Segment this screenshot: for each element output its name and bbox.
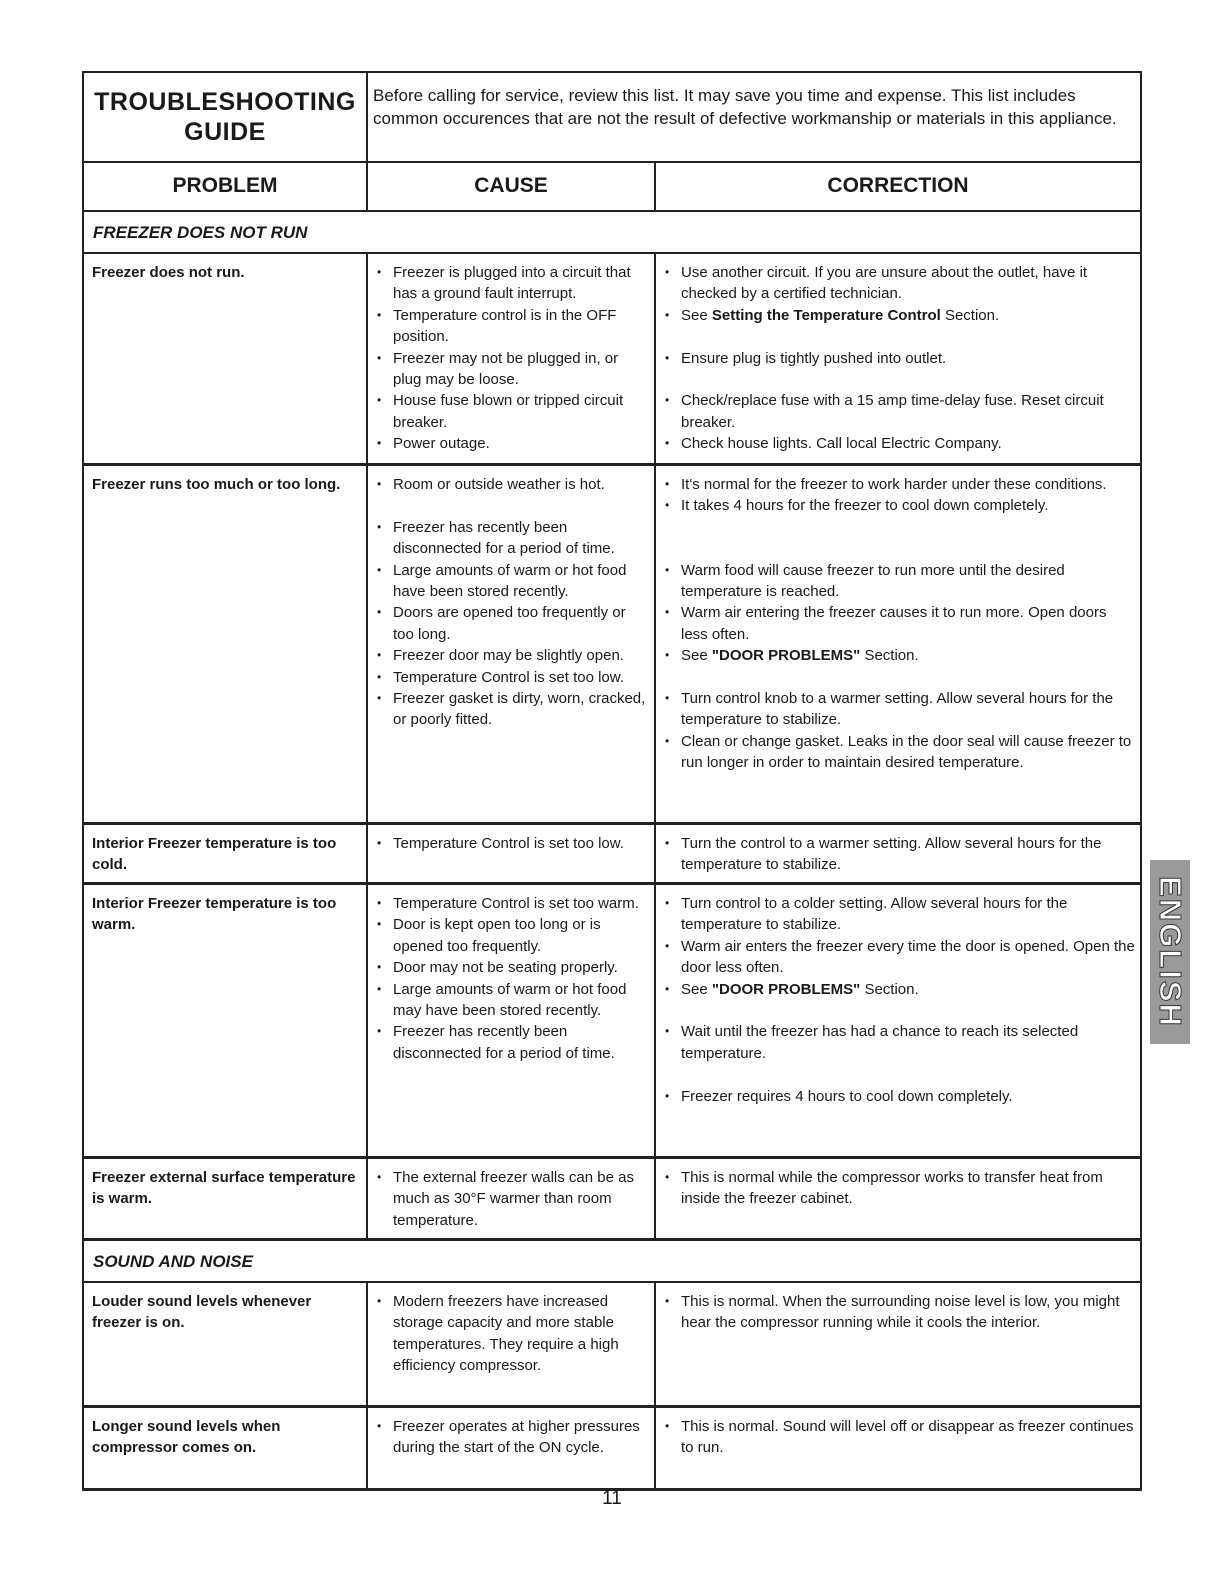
cause-cell	[368, 885, 656, 1156]
list-item: • Doors are opened too frequently or too long.	[374, 602, 650, 645]
list-item: • Door may not be seating properly.	[374, 957, 650, 978]
correction-cell	[656, 885, 1140, 1156]
section-freezer-does-not-run: FREEZER DOES NOT RUN	[82, 212, 1142, 254]
problem-cell: Freezer does not run.	[84, 254, 368, 463]
language-tab-label: ENGLISH	[1153, 876, 1188, 1028]
list-item: • This is normal. When the surrounding noise level is low, you might hear the compressor running while it cools the interior.	[662, 1291, 1136, 1334]
page-number: 11	[602, 1488, 622, 1509]
list-item: • Temperature Control is set too low.	[374, 833, 650, 854]
correction-cell	[656, 1159, 1140, 1238]
list-item: • Check house lights. Call local Electric Company.	[662, 433, 1136, 454]
list-item: • This is normal while the compressor works to transfer heat from inside the freezer cabinet.	[662, 1167, 1136, 1210]
list-item: • It's normal for the freezer to work harder under these conditions.	[662, 474, 1136, 495]
correction-cell	[656, 1408, 1140, 1488]
list-item: • Freezer is plugged into a circuit that has a ground fault interrupt.	[374, 262, 650, 305]
list-item: • Freezer door may be slightly open.	[374, 645, 650, 666]
intro-text: Before calling for service, review this list. It may save you time and expense. This list includes common occurences that are not the result of defective workmanship or materials in this appliance.	[373, 86, 1117, 128]
list-item: • Room or outside weather is hot.	[374, 474, 650, 495]
title-line-2: GUIDE	[184, 118, 266, 146]
list-item: • House fuse blown or tripped circuit breaker.	[374, 390, 650, 433]
problem-cell: Freezer external surface temperature is warm.	[84, 1159, 368, 1238]
cause-cell	[368, 1283, 656, 1405]
table-row	[82, 825, 1142, 885]
troubleshooting-table	[82, 71, 1142, 1491]
column-header-correction: CORRECTION	[827, 174, 969, 197]
guide-header	[82, 71, 1142, 163]
list-item: • See "DOOR PROBLEMS" Section.	[662, 979, 1136, 1000]
list-item: • Temperature Control is set too warm.	[374, 893, 650, 914]
list-item: • Wait until the freezer has had a chance to reach its selected temperature.	[662, 1021, 1136, 1064]
list-item: • Clean or change gasket. Leaks in the door seal will cause freezer to run longer in order to maintain desired temperature.	[662, 731, 1136, 774]
column-headers	[82, 163, 1142, 212]
guide-title	[84, 73, 368, 161]
table-row	[82, 1408, 1142, 1491]
list-item: • Warm air entering the freezer causes it to run more. Open doors less often.	[662, 602, 1136, 645]
cause-cell	[368, 1408, 656, 1488]
list-item: • Modern freezers have increased storage capacity and more stable temperatures. They require a high efficiency compressor.	[374, 1291, 650, 1377]
problem-cell: Longer sound levels when compressor comes on.	[84, 1408, 368, 1488]
table-row	[82, 466, 1142, 825]
correction-cell	[656, 825, 1140, 882]
list-item: • Large amounts of warm or hot food may have been stored recently.	[374, 979, 650, 1022]
table-row	[82, 254, 1142, 466]
table-row	[82, 1159, 1142, 1241]
table-row	[82, 1283, 1142, 1408]
list-item: • Check/replace fuse with a 15 amp time-delay fuse. Reset circuit breaker.	[662, 390, 1136, 433]
list-item: • Freezer has recently been disconnected for a period of time.	[374, 517, 650, 560]
list-item: • It takes 4 hours for the freezer to cool down completely.	[662, 495, 1136, 516]
column-header-cause: CAUSE	[368, 163, 656, 210]
table-row	[82, 885, 1142, 1159]
list-item: • The external freezer walls can be as much as 30°F warmer than room temperature.	[374, 1167, 650, 1231]
list-item: • Large amounts of warm or hot food have been stored recently.	[374, 560, 650, 603]
section-sound-and-noise: SOUND AND NOISE	[82, 1241, 1142, 1283]
language-side-tab	[1150, 860, 1190, 1044]
list-item: • See Setting the Temperature Control Section.	[662, 305, 1136, 326]
list-item: • Freezer has recently been disconnected for a period of time.	[374, 1021, 650, 1064]
list-item: • Ensure plug is tightly pushed into outlet.	[662, 348, 1136, 369]
problem-cell: Interior Freezer temperature is too cold.	[84, 825, 368, 882]
list-item: • This is normal. Sound will level off or disappear as freezer continues to run.	[662, 1416, 1136, 1459]
correction-cell	[656, 1283, 1140, 1405]
problem-cell: Interior Freezer temperature is too warm.	[84, 885, 368, 1156]
problem-cell: Louder sound levels whenever freezer is on.	[84, 1283, 368, 1405]
cause-cell	[368, 254, 656, 463]
list-item: • Turn control knob to a warmer setting. Allow several hours for the temperature to stabilize.	[662, 688, 1136, 731]
list-item: • Temperature control is in the OFF position.	[374, 305, 650, 348]
list-item: • Freezer may not be plugged in, or plug may be loose.	[374, 348, 650, 391]
list-item: • Turn control to a colder setting. Allow several hours for the temperature to stabilize.	[662, 893, 1136, 936]
problem-cell: Freezer runs too much or too long.	[84, 466, 368, 822]
list-item: • Warm air enters the freezer every time the door is opened. Open the door less often.	[662, 936, 1136, 979]
list-item: • Turn the control to a warmer setting. Allow several hours for the temperature to stabilize.	[662, 833, 1136, 876]
list-item: • Door is kept open too long or is opened too frequently.	[374, 914, 650, 957]
list-item: • Freezer operates at higher pressures during the start of the ON cycle.	[374, 1416, 650, 1459]
title-line-1: TROUBLESHOOTING	[94, 88, 356, 116]
column-header-problem: PROBLEM	[84, 163, 368, 210]
list-item: • Use another circuit. If you are unsure about the outlet, have it checked by a certified technician.	[662, 262, 1136, 305]
list-item: • Power outage.	[374, 433, 650, 454]
cause-cell	[368, 1159, 656, 1238]
correction-cell	[656, 254, 1140, 463]
list-item: • Freezer gasket is dirty, worn, cracked, or poorly fitted.	[374, 688, 650, 731]
list-item: • See "DOOR PROBLEMS" Section.	[662, 645, 1136, 666]
correction-cell	[656, 466, 1140, 822]
list-item: • Freezer requires 4 hours to cool down completely.	[662, 1086, 1136, 1107]
list-item: • Temperature Control is set too low.	[374, 667, 650, 688]
list-item: • Warm food will cause freezer to run more until the desired temperature is reached.	[662, 560, 1136, 603]
cause-cell	[368, 466, 656, 822]
cause-cell	[368, 825, 656, 882]
